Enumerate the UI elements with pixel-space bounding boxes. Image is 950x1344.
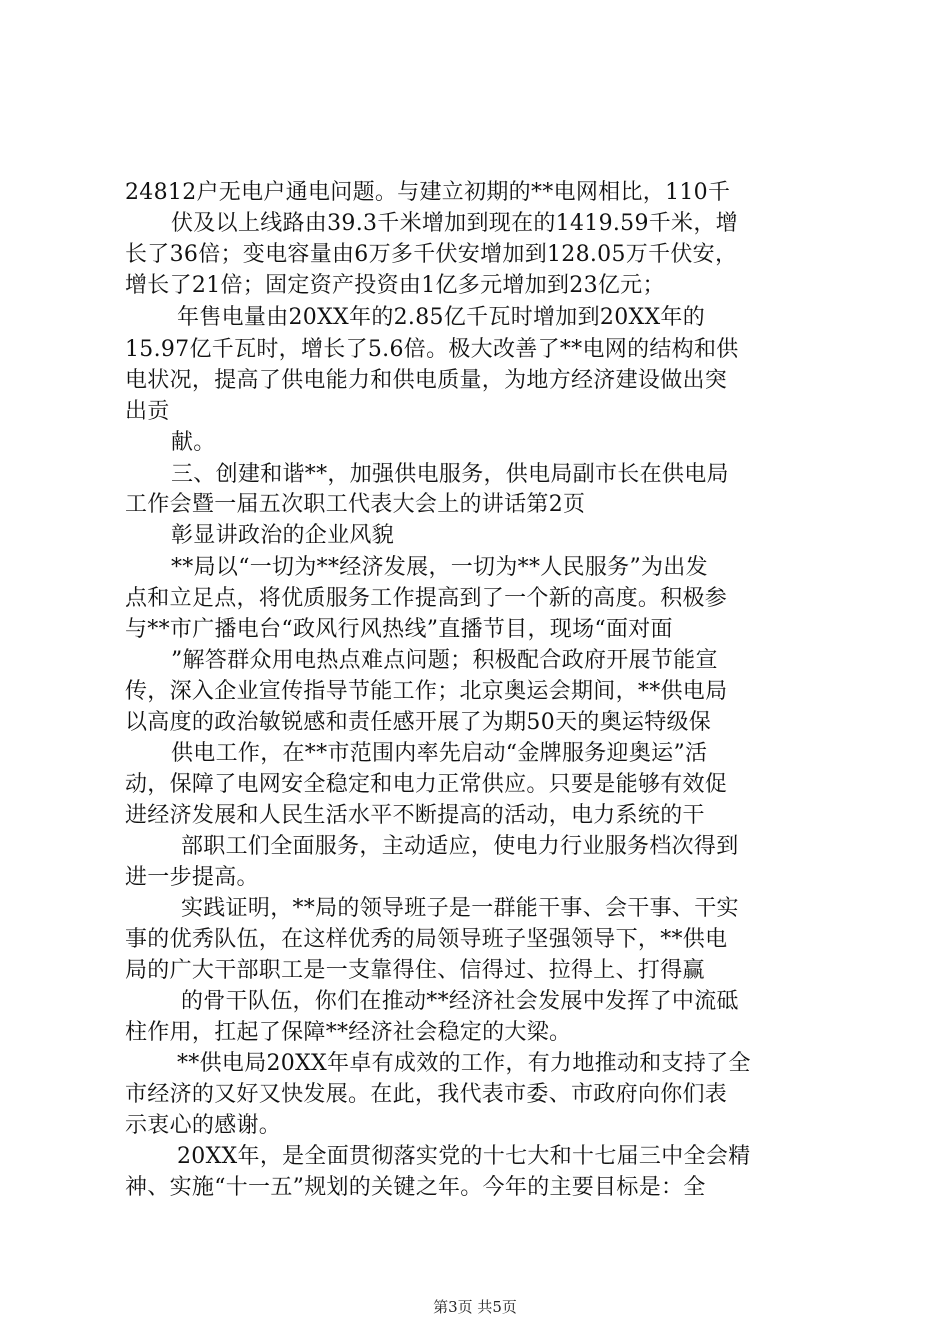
text-line: 部职工们全面服务，主动适应，使电力行业服务档次得到 xyxy=(181,834,739,859)
text-line: 以高度的政治敏锐感和责任感开展了为期50天的奥运特级保 xyxy=(125,710,712,735)
text-line: 长了36倍；变电容量由6万多千伏安增加到128.05万千伏安， xyxy=(125,242,738,267)
text-line: 出贡 xyxy=(125,399,170,424)
text-line: 增长了21倍；固定资产投资由1亿多元增加到23亿元； xyxy=(125,273,665,298)
text-line: 神、实施“十一五”规划的关键之年。今年的主要目标是：全 xyxy=(125,1175,706,1200)
text-line: 伏及以上线路由39.3千米增加到现在的1419.59千米，增 xyxy=(171,211,738,236)
text-line: 三、创建和谐**，加强供电服务，供电局副市长在供电局 xyxy=(171,462,729,487)
text-line: 局的广大干部职工是一支靠得住、信得过、拉得上、打得赢 xyxy=(125,958,705,983)
text-line: 年售电量由20XX年的2.85亿千瓦时增加到20XX年的 xyxy=(177,305,706,330)
text-line: 电状况，提高了供电能力和供电质量，为地方经济建设做出突 xyxy=(125,368,728,393)
text-line: 与**市广播电台“政风行风热线”直播节目，现场“面对面 xyxy=(125,617,673,642)
text-line: 柱作用，扛起了保障**经济社会稳定的大梁。 xyxy=(125,1020,572,1045)
text-line: 工作会暨一届五次职工代表大会上的讲话第2页 xyxy=(125,492,586,517)
text-line: 点和立足点，将优质服务工作提高到了一个新的高度。积极参 xyxy=(125,586,728,611)
text-line: 进经济发展和人民生活水平不断提高的活动，电力系统的干 xyxy=(125,803,705,828)
text-line: 献。 xyxy=(171,430,216,455)
text-line: 市经济的又好又快发展。在此，我代表市委、市政府向你们表 xyxy=(125,1082,728,1107)
text-line: 24812户无电户通电问题。与建立初期的**电网相比，110千 xyxy=(125,180,731,205)
text-line: 15.97亿千瓦时，增长了5.6倍。极大改善了**电网的结构和供 xyxy=(125,337,739,362)
text-line: 实践证明，**局的领导班子是一群能干事、会干事、干实 xyxy=(181,896,739,921)
text-line: 进一步提高。 xyxy=(125,865,259,890)
text-line: 的骨干队伍，你们在推动**经济社会发展中发挥了中流砥 xyxy=(181,989,739,1014)
text-line: 彰显讲政治的企业风貌 xyxy=(171,523,395,548)
text-line: **局以“一切为**经济发展，一切为**人民服务”为出发 xyxy=(171,555,708,580)
text-line: 事的优秀队伍，在这样优秀的局领导班子坚强领导下，**供电 xyxy=(125,927,728,952)
page-number-footer: 第3页 共5页 xyxy=(433,1298,517,1316)
text-line: 示衷心的感谢。 xyxy=(125,1113,282,1138)
text-line: 20XX年，是全面贯彻落实党的十七大和十七届三中全会精 xyxy=(177,1144,751,1169)
text-line: 供电工作，在**市范围内率先启动“金牌服务迎奥运”活 xyxy=(171,741,708,766)
text-line: 动，保障了电网安全稳定和电力正常供应。只要是能够有效促 xyxy=(125,772,728,797)
text-line: **供电局20XX年卓有成效的工作，有力地推动和支持了全 xyxy=(177,1051,751,1076)
text-line: 传，深入企业宣传指导节能工作；北京奥运会期间，**供电局 xyxy=(125,679,728,704)
text-line: ”解答群众用电热点难点问题；积极配合政府开展节能宣 xyxy=(171,648,718,673)
